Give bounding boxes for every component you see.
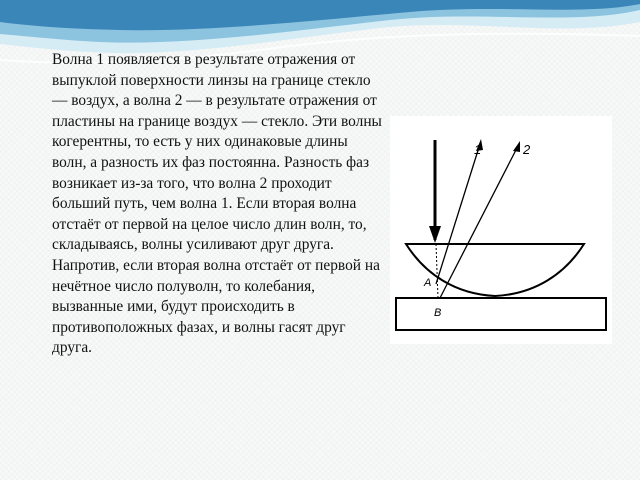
glass-plate — [396, 298, 606, 330]
body-text — [52, 50, 382, 359]
point-label-a: A — [424, 277, 432, 289]
point-label-b: B — [434, 307, 442, 319]
newton-rings-diagram — [390, 116, 612, 344]
paragraph-constructive: Волна 1 появляется в результате отражения от выпуклой поверхности линзы на границе стекло — воздух, а волна 2 — в результате отражения от пластины на границе воздух — стекло. Эти волны когерентны, то есть у них одинаковые длины волн, а разность их фаз постоянна. Разность фаз возникает из-за того, что волна 2 проходит больший путь, чем волна 1. Если вторая волна отстаёт от первой на целое число длин волн, то, складываясь, волны усиливают друг друга. — [52, 51, 382, 254]
paragraph-destructive: Напротив, если вторая волна отстаёт от первой на нечётное число полуволн, то колебания, вызванные ими, будут происходить в противоположных фазах, и волны гасят друг друга. — [52, 256, 380, 357]
reflected-ray-2-arrowhead — [513, 141, 520, 152]
newton-rings-figure — [390, 116, 612, 344]
ray-label-1: 1 — [474, 142, 482, 157]
plano-convex-lens — [406, 244, 584, 296]
incident-ray-arrowhead — [429, 226, 441, 243]
ray-label-2: 2 — [523, 142, 531, 157]
